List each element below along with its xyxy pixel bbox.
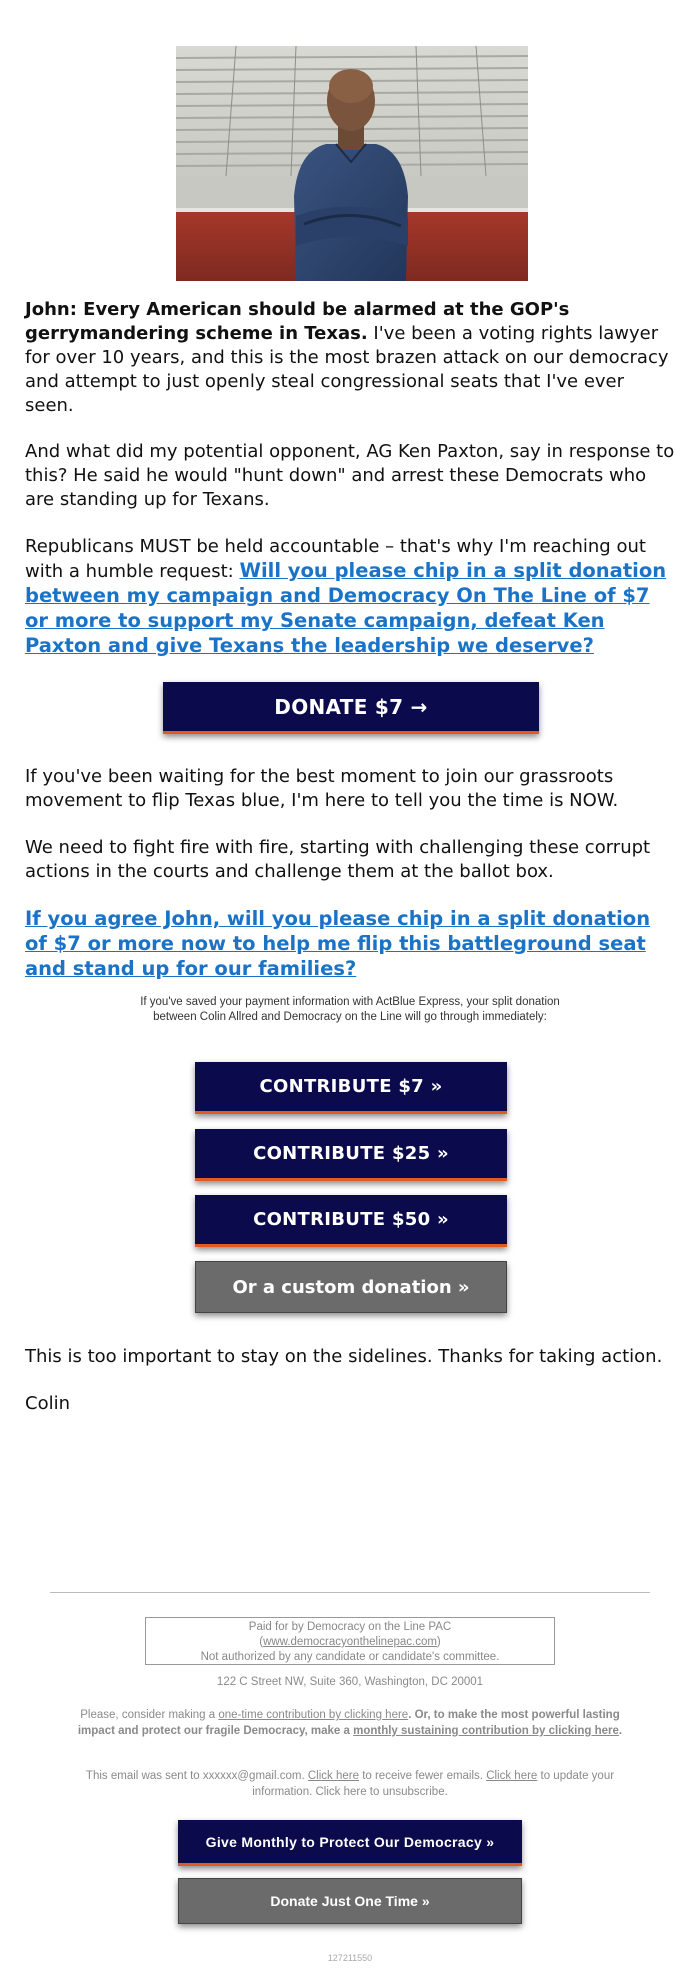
signature-text: Colin [25, 1393, 70, 1414]
intro-rest: I've been a voting rights lawyer for over 10 years, and this is the most brazen attack on our democracy and attempt to just openly steal congressional seats that I've ever seen. [25, 323, 669, 416]
hero-photo [176, 46, 528, 281]
fewer-emails-link[interactable]: Click here [307, 1770, 359, 1782]
site-line: (www.democracyonthelinepac.com) [259, 1636, 441, 1648]
hero-photo-illustration [176, 46, 528, 281]
intro-paragraph [25, 298, 675, 418]
intro-bold: John: Every American should be alarmed at the GOP's gerrymandering scheme in Texas. [25, 299, 570, 344]
pac-website-link[interactable]: www.democracyonthelinepac.com [263, 1636, 437, 1648]
donate-one-time-button[interactable]: Donate Just One Time » [178, 1878, 522, 1924]
monthly-contribution-link[interactable]: monthly sustaining contribution by clicking here [353, 1725, 619, 1737]
sent-text-2: to receive fewer emails. [359, 1770, 487, 1782]
request-paragraph [25, 535, 675, 659]
signature [25, 1392, 675, 1416]
grassroots-paragraph [25, 765, 675, 813]
consider-text-1: Please, consider making a [80, 1709, 219, 1721]
consider-contribution-text [70, 1707, 630, 1739]
contribute-25-button[interactable]: CONTRIBUTE $25 » [195, 1129, 507, 1181]
consider-text-3: . [618, 1725, 623, 1737]
sent-text-1: This email was sent to xxxxxx@gmail.com. [85, 1770, 308, 1782]
closing-text: This is too important to stay on the sidelines. Thanks for taking action. [25, 1346, 663, 1367]
donate-7-button[interactable]: DONATE $7 → [163, 682, 539, 734]
request-text: Republicans MUST be held accountable – that's why I'm reaching out with a humble request: [25, 536, 646, 582]
email-sent-text [70, 1768, 630, 1800]
paid-for-disclaimer [145, 1617, 555, 1665]
update-info-link[interactable]: Click here [486, 1770, 538, 1782]
contribute-50-button[interactable]: CONTRIBUTE $50 » [195, 1195, 507, 1247]
fight-text: We need to fight fire with fire, starting with challenging these corrupt actions in the courts and challenge them at the ballot box. [25, 837, 651, 882]
not-authorized-text: Not authorized by any candidate or candidate's committee. [200, 1651, 500, 1663]
agree-paragraph [25, 907, 675, 982]
consider-text-2: . Or, to make the most powerful lasting impact and protect our fragile Democracy, make a [77, 1709, 620, 1737]
split-donation-link[interactable]: Will you please chip in a split donation between my campaign and Democracy On The Line of $7 or more to support my Senate campaign, defeat Ken Paxton and give Texans the leadership we deserve? [25, 559, 667, 657]
actblue-express-note: If you've saved your payment information with ActBlue Express, your split donation between Colin Allred and Democracy on the Line will go through immediately: [140, 996, 560, 1023]
fight-paragraph [25, 836, 675, 884]
email-code: 127211550 [327, 1953, 373, 1963]
custom-donation-button[interactable]: Or a custom donation » [195, 1261, 507, 1313]
paxton-text: And what did my potential opponent, AG Ken Paxton, say in response to this? He said he would "hunt down" and arrest these Democrats who are standing up for Texans. [25, 441, 675, 510]
give-monthly-button[interactable]: Give Monthly to Protect Our Democracy » [178, 1820, 522, 1866]
footer-address: 122 C Street NW, Suite 360, Washington, DC 20001 [216, 1676, 484, 1688]
paxton-paragraph [25, 440, 675, 512]
agree-donate-link[interactable]: If you agree John, will you please chip in a split donation of $7 or more now to help me flip this battleground seat and stand up for our families? [25, 907, 651, 980]
footer-divider [50, 1592, 650, 1593]
paid-for-text: Paid for by Democracy on the Line PAC [248, 1621, 452, 1633]
contribute-7-button[interactable]: CONTRIBUTE $7 » [195, 1062, 507, 1114]
sent-text-3: to update your information. Click here to unsubscribe. [252, 1770, 615, 1798]
grassroots-text: If you've been waiting for the best moment to join our grassroots movement to flip Texas blue, I'm here to tell you the time is NOW. [25, 766, 619, 811]
one-time-contribution-link[interactable]: one-time contribution by clicking here [218, 1709, 409, 1721]
closing-paragraph [25, 1345, 675, 1369]
